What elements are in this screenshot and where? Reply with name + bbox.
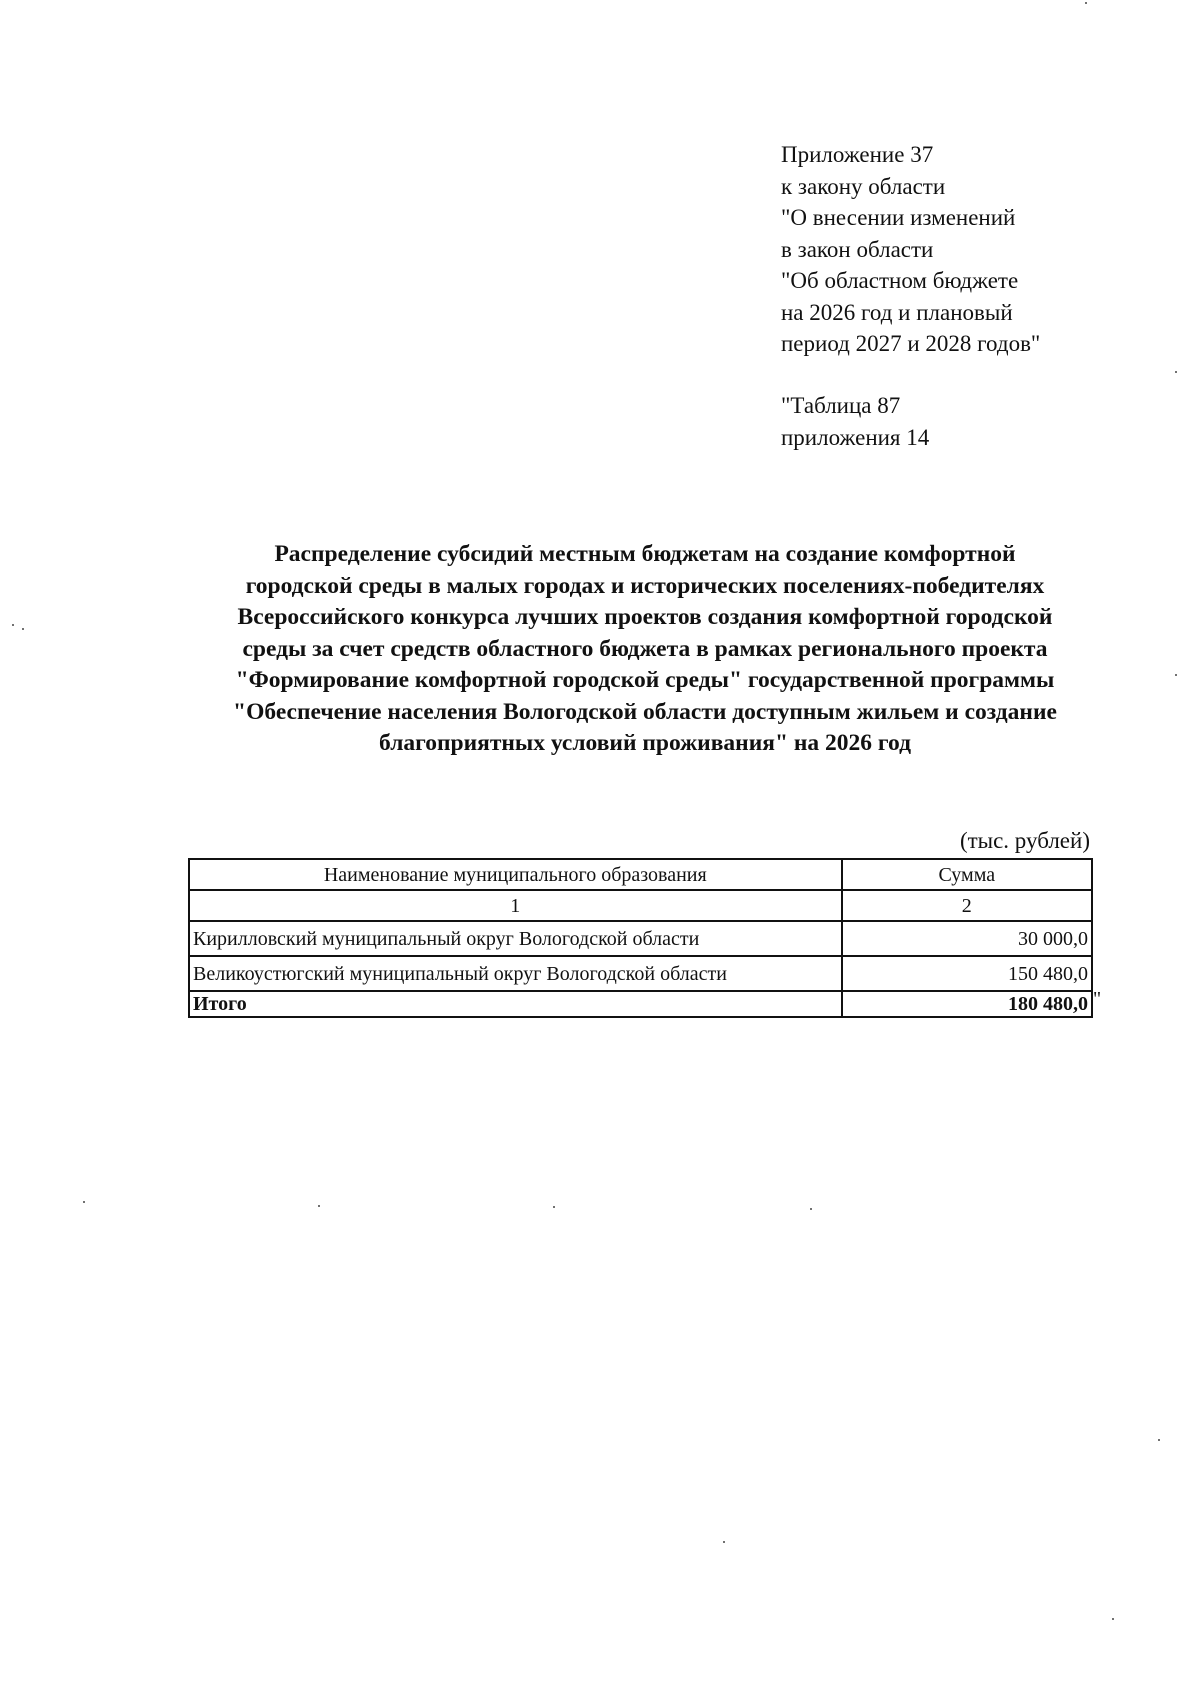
appendix-line: в закон области: [781, 236, 934, 262]
header-name-cell: Наименование муниципального образования: [189, 859, 842, 890]
title-line: среды за счет средств областного бюджета в рамках регионального проекта: [242, 635, 1048, 662]
scan-speck: [1112, 1618, 1114, 1620]
title-line: городской среды в малых городах и исторических поселениях-победителях: [245, 572, 1045, 599]
scan-speck: [1085, 2, 1087, 4]
scan-speck: [318, 1205, 320, 1207]
column-number-name: 1: [189, 890, 842, 921]
appendix-line: на 2026 год и плановый: [781, 299, 1013, 325]
appendix-line: "О внесении изменений: [781, 205, 1016, 230]
scan-speck: [12, 624, 14, 626]
scan-speck: [723, 1541, 725, 1543]
document-title: [180, 539, 1110, 760]
scan-speck: [22, 628, 24, 630]
table-row: [189, 956, 1092, 991]
total-amount-cell: 180 480,0: [842, 991, 1092, 1017]
title-line: благоприятных условий проживания" на 2026 год: [379, 730, 911, 756]
amount-cell: 30 000,0: [842, 921, 1092, 956]
scan-speck: [1175, 674, 1177, 676]
title-line: "Обеспечение населения Вологодской области доступным жильем и создание: [233, 698, 1057, 725]
amount-cell: 150 480,0: [842, 956, 1092, 991]
appendix-line: к закону области: [781, 173, 946, 199]
municipality-name-cell: Великоустюгский муниципальный округ Вологодской области: [189, 956, 842, 991]
appendix-line: период 2027 и 2028 годов": [781, 331, 1041, 356]
title-line: Всероссийского конкурса лучших проектов создания комфортной городской: [237, 604, 1053, 630]
table-row: [189, 921, 1092, 956]
scan-speck: [810, 1208, 812, 1210]
municipality-name-cell: Кирилловский муниципальный округ Вологодской области: [189, 921, 842, 956]
title-line: Распределение субсидий местным бюджетам на создание комфортной: [274, 541, 1016, 567]
appendix-header: [781, 139, 1040, 360]
subsidy-table: [188, 858, 1093, 1018]
table-reference-line: приложения 14: [781, 424, 930, 450]
column-number-row: [189, 890, 1092, 921]
scan-speck: [83, 1201, 85, 1203]
total-row: [189, 991, 1092, 1017]
table-reference-line: "Таблица 87: [781, 393, 901, 418]
total-label-cell: Итого: [189, 991, 842, 1017]
title-line: "Формирование комфортной городской среды" государственной программы: [235, 667, 1055, 693]
table-header-row: [189, 859, 1092, 890]
closing-quote-mark: ": [1093, 988, 1102, 1010]
scan-speck: [553, 1206, 555, 1208]
table-reference: [781, 390, 929, 453]
scan-speck: [1158, 1439, 1160, 1441]
column-number-sum: 2: [842, 890, 1092, 921]
appendix-line: Приложение 37: [781, 142, 934, 167]
scan-speck: [1175, 371, 1177, 373]
units-label: (тыс. рублей): [959, 828, 1090, 853]
header-sum-cell: Сумма: [842, 859, 1092, 890]
appendix-line: "Об областном бюджете: [781, 268, 1019, 293]
